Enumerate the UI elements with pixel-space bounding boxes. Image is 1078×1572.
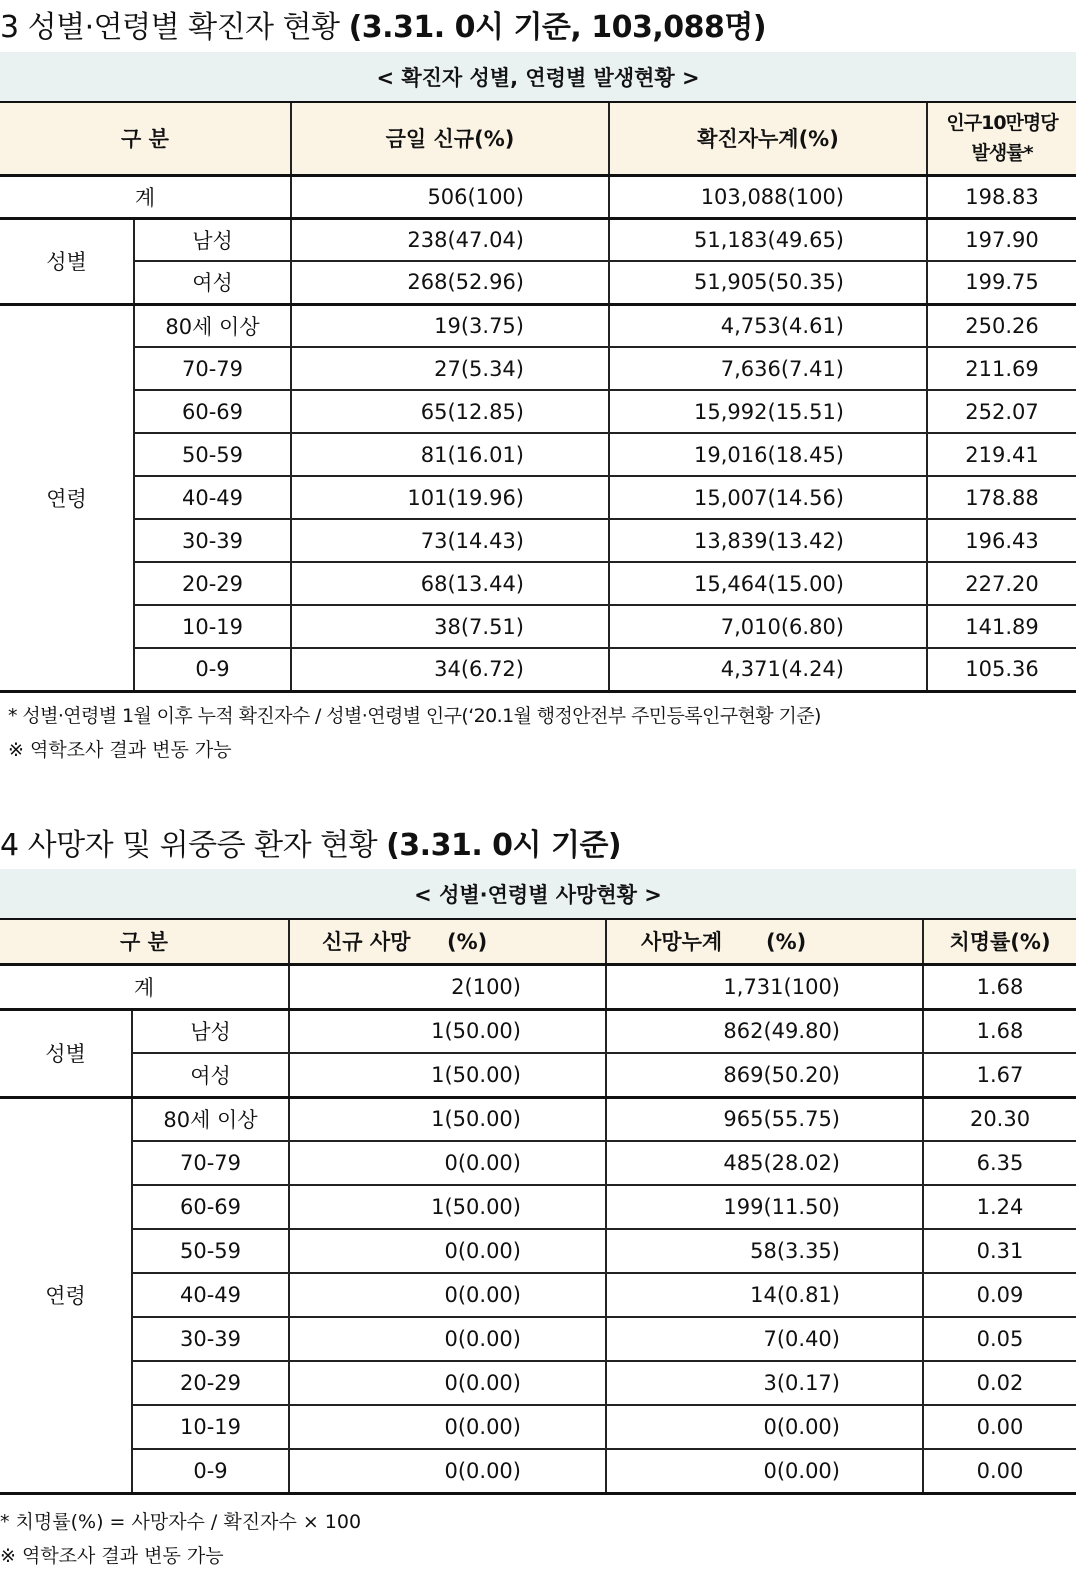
table-row [0, 304, 1076, 347]
row-new: 238(47.04) [291, 218, 609, 261]
table-row [0, 519, 1076, 562]
row-label: 30-39 [134, 519, 291, 562]
header-new: 금일 신규(%) [291, 102, 609, 175]
row-new: 1(50.00) [289, 1053, 606, 1097]
table-row [0, 347, 1076, 390]
header-cumulative: 사망누계 (%) [606, 919, 923, 964]
row-cumulative: 862(49.80) [606, 1009, 923, 1053]
row-new: 81(16.01) [291, 433, 609, 476]
table-row [0, 1361, 1076, 1405]
row-cumulative: 485(28.02) [606, 1141, 923, 1185]
header-cumulative: 확진자누계(%) [609, 102, 927, 175]
table-caption: < 성별·연령별 사망현황 > [0, 869, 1076, 919]
row-new: 0(0.00) [289, 1317, 606, 1361]
row-rate: 1.68 [923, 1009, 1076, 1053]
row-label: 60-69 [132, 1185, 289, 1229]
row-cumulative: 58(3.35) [606, 1229, 923, 1273]
table-row [0, 261, 1076, 304]
table-row [0, 1009, 1076, 1053]
row-label: 50-59 [132, 1229, 289, 1273]
row-rate: 0.31 [923, 1229, 1076, 1273]
row-label: 60-69 [134, 390, 291, 433]
section3-title-prefix: 3 성별·연령별 확진자 현황 [0, 10, 349, 45]
section4-note-2: ※ 역학조사 결과 변동 가능 [0, 1545, 224, 1567]
table-row [0, 648, 1076, 691]
row-new: 0(0.00) [289, 1361, 606, 1405]
row-new: 0(0.00) [289, 1405, 606, 1449]
row-label: 남성 [132, 1009, 289, 1053]
row-label: 10-19 [132, 1405, 289, 1449]
row-rate: 141.89 [927, 605, 1076, 648]
header-rate-line1: 인구10만명당 [946, 112, 1058, 135]
row-label: 20-29 [134, 562, 291, 605]
table-row [0, 1141, 1076, 1185]
row-new: 268(52.96) [291, 261, 609, 304]
table-row [0, 1185, 1076, 1229]
row-cumulative: 19,016(18.45) [609, 433, 927, 476]
deaths-table [0, 869, 1076, 1495]
row-cumulative: 3(0.17) [606, 1361, 923, 1405]
age-group-label: 연령 [0, 304, 134, 691]
row-label: 0-9 [132, 1449, 289, 1493]
row-rate: 196.43 [927, 519, 1076, 562]
row-cumulative: 7(0.40) [606, 1317, 923, 1361]
table-row [0, 390, 1076, 433]
row-new: 0(0.00) [289, 1273, 606, 1317]
row-cumulative: 965(55.75) [606, 1097, 923, 1141]
row-cumulative: 51,905(50.35) [609, 261, 927, 304]
total-new: 2(100) [289, 964, 606, 1009]
row-label: 70-79 [132, 1141, 289, 1185]
total-label: 계 [0, 175, 291, 218]
row-label: 여성 [132, 1053, 289, 1097]
total-rate: 1.68 [923, 964, 1076, 1009]
total-cumulative: 1,731(100) [606, 964, 923, 1009]
row-rate: 0.02 [923, 1361, 1076, 1405]
header-rate-line2: 발생률* [971, 142, 1033, 165]
row-new: 38(7.51) [291, 605, 609, 648]
row-cumulative: 51,183(49.65) [609, 218, 927, 261]
section3-title [0, 2, 766, 46]
row-cumulative: 4,371(4.24) [609, 648, 927, 691]
section4-title [0, 820, 621, 864]
header-rate: 치명률(%) [923, 919, 1076, 964]
table-row [0, 1405, 1076, 1449]
row-label: 40-49 [132, 1273, 289, 1317]
row-cumulative: 0(0.00) [606, 1405, 923, 1449]
table-row [0, 1053, 1076, 1097]
row-label: 여성 [134, 261, 291, 304]
row-rate: 178.88 [927, 476, 1076, 519]
row-rate: 252.07 [927, 390, 1076, 433]
row-new: 73(14.43) [291, 519, 609, 562]
row-label: 10-19 [134, 605, 291, 648]
row-label: 50-59 [134, 433, 291, 476]
table-row [0, 476, 1076, 519]
section3-title-bold: (3.31. 0시 기준, 103,088명) [348, 10, 767, 45]
row-rate: 0.00 [923, 1405, 1076, 1449]
total-rate: 198.83 [927, 175, 1076, 218]
row-cumulative: 869(50.20) [606, 1053, 923, 1097]
row-label: 40-49 [134, 476, 291, 519]
row-label: 70-79 [134, 347, 291, 390]
row-rate: 250.26 [927, 304, 1076, 347]
table-row [0, 1449, 1076, 1493]
gender-group-label: 성별 [0, 1009, 132, 1097]
table-caption: < 확진자 성별, 연령별 발생현황 > [0, 52, 1076, 102]
row-rate: 211.69 [927, 347, 1076, 390]
header-category: 구 분 [0, 102, 291, 175]
table-row [0, 1273, 1076, 1317]
row-rate: 199.75 [927, 261, 1076, 304]
row-label: 80세 이상 [134, 304, 291, 347]
table-row [0, 1097, 1076, 1141]
row-rate: 0.09 [923, 1273, 1076, 1317]
row-rate: 0.00 [923, 1449, 1076, 1493]
table-row [0, 218, 1076, 261]
row-new: 68(13.44) [291, 562, 609, 605]
row-label: 남성 [134, 218, 291, 261]
table-row [0, 562, 1076, 605]
row-cumulative: 199(11.50) [606, 1185, 923, 1229]
row-new: 34(6.72) [291, 648, 609, 691]
row-new: 19(3.75) [291, 304, 609, 347]
row-label: 0-9 [134, 648, 291, 691]
row-rate: 6.35 [923, 1141, 1076, 1185]
row-new: 0(0.00) [289, 1141, 606, 1185]
total-cumulative: 103,088(100) [609, 175, 927, 218]
row-new: 1(50.00) [289, 1185, 606, 1229]
section3-note-1: * 성별·연령별 1월 이후 누적 확진자수 / 성별·연령별 인구(‘20.1월 행정안전부 주민등록인구현황 기준) [8, 705, 821, 727]
row-cumulative: 14(0.81) [606, 1273, 923, 1317]
header-rate [927, 102, 1076, 175]
row-new: 0(0.00) [289, 1229, 606, 1273]
row-new: 1(50.00) [289, 1097, 606, 1141]
row-cumulative: 15,464(15.00) [609, 562, 927, 605]
age-group-label: 연령 [0, 1097, 132, 1493]
row-label: 30-39 [132, 1317, 289, 1361]
row-rate: 197.90 [927, 218, 1076, 261]
row-label: 20-29 [132, 1361, 289, 1405]
row-cumulative: 7,010(6.80) [609, 605, 927, 648]
row-new: 0(0.00) [289, 1449, 606, 1493]
row-cumulative: 7,636(7.41) [609, 347, 927, 390]
section3-note-2: ※ 역학조사 결과 변동 가능 [8, 739, 232, 761]
header-category: 구 분 [0, 919, 289, 964]
row-rate: 1.67 [923, 1053, 1076, 1097]
header-new: 신규 사망 (%) [289, 919, 606, 964]
section4-title-bold: (3.31. 0시 기준) [386, 828, 622, 863]
row-cumulative: 4,753(4.61) [609, 304, 927, 347]
section4-note-1: * 치명률(%) = 사망자수 / 확진자수 × 100 [0, 1511, 362, 1533]
row-rate: 1.24 [923, 1185, 1076, 1229]
row-new: 1(50.00) [289, 1009, 606, 1053]
row-label: 80세 이상 [132, 1097, 289, 1141]
row-cumulative: 0(0.00) [606, 1449, 923, 1493]
gender-group-label: 성별 [0, 218, 134, 304]
row-new: 101(19.96) [291, 476, 609, 519]
row-rate: 20.30 [923, 1097, 1076, 1141]
table-row [0, 1317, 1076, 1361]
total-label: 계 [0, 964, 289, 1009]
row-new: 27(5.34) [291, 347, 609, 390]
row-cumulative: 13,839(13.42) [609, 519, 927, 562]
table-row [0, 433, 1076, 476]
row-cumulative: 15,992(15.51) [609, 390, 927, 433]
total-new: 506(100) [291, 175, 609, 218]
row-rate: 0.05 [923, 1317, 1076, 1361]
row-rate: 219.41 [927, 433, 1076, 476]
row-cumulative: 15,007(14.56) [609, 476, 927, 519]
row-rate: 227.20 [927, 562, 1076, 605]
table-row [0, 1229, 1076, 1273]
section4-title-prefix: 4 사망자 및 위중증 환자 현황 [0, 828, 387, 863]
row-new: 65(12.85) [291, 390, 609, 433]
table-row [0, 605, 1076, 648]
row-rate: 105.36 [927, 648, 1076, 691]
confirmed-cases-table [0, 52, 1076, 693]
